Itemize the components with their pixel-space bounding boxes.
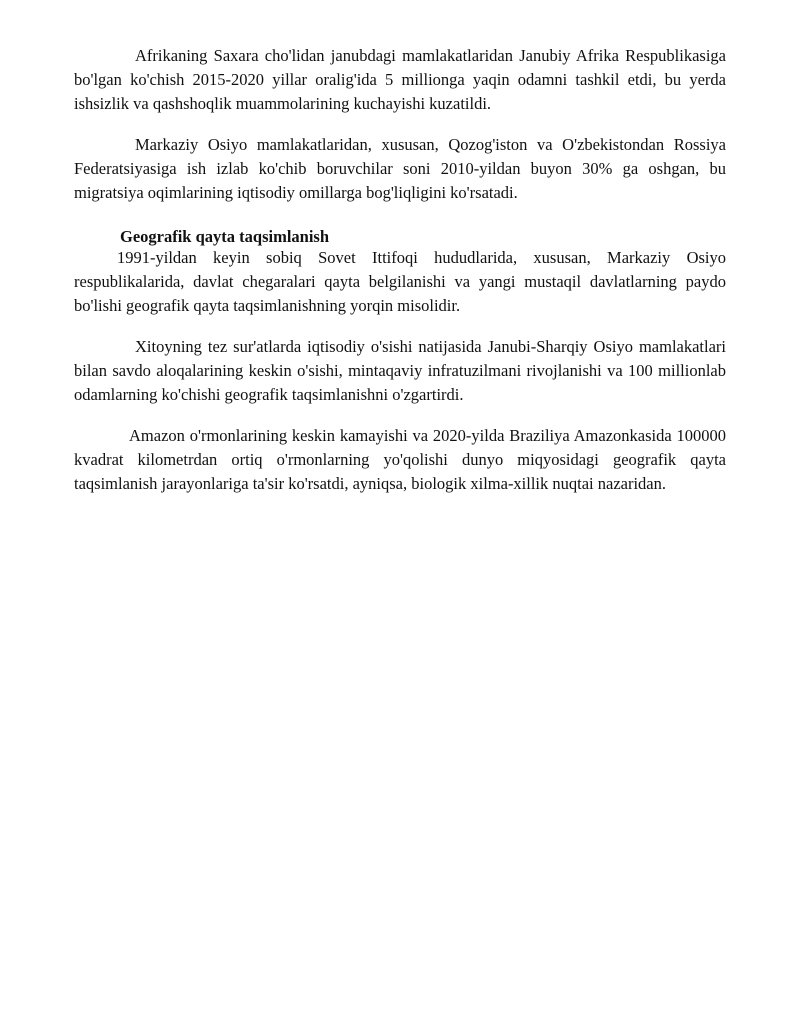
paragraph-africa-migration: Afrikaning Saxara cho'lidan janubdagi mamlakatlaridan Janubiy Afrika Respublikasiga bo'lgan ko'chish 2015-2020 yillar oralig'ida 5 millionga yaqin odamni tashkil etdi, bu yerda ishsizlik va qashshoqlik muammolarining kuchayishi kuzatildi. xyxy=(74,46,726,113)
section-heading: Geografik qayta taqsimlanish xyxy=(120,227,330,246)
paragraph-china-growth: Xitoyning tez sur'atlarda iqtisodiy o'sishi natijasida Janubi-Sharqiy Osiyo mamlakatlari bilan savdo aloqalarining keskin o'sishi, mintaqaviy infratuzilmani rivojlanishi va 100 millionlab odamlarning ko'chishi geografik taqsimlanishni o'zgartirdi. xyxy=(74,337,726,404)
paragraph-spacer xyxy=(74,116,726,133)
paragraph-amazon-deforestation: Amazon o'rmonlarining keskin kamayishi va 2020-yilda Braziliya Amazonkasida 100000 kvadrat kilometrdan ortiq o'rmonlarning yo'qolishi dunyo miqyosidagi geografik qayta taqsimlanish jarayonlariga ta'sir ko'rsatdi, ayniqsa, biologik xilma-xillik nuqtai nazaridan. xyxy=(74,426,726,493)
paragraph-soviet-borders: 1991-yildan keyin sobiq Sovet Ittifoqi hududlarida, xususan, Markaziy Osiyo respublikalarida, davlat chegaralari qayta belgilanishi va yangi mustaqil davlatlarning paydo bo'lishi geografik qayta taqsimlanishning yorqin misolidir. xyxy=(74,248,726,315)
document-page xyxy=(74,44,726,496)
paragraph-central-asia-migration: Markaziy Osiyo mamlakatlaridan, xususan, Qozog'iston va O'zbekistondan Rossiya Federatsiyasiga ish izlab ko'chib boruvchilar soni 2010-yildan buyon 30% ga oshgan, bu migratsiya oqimlarining iqtisodiy omillarga bog'liqligini ko'rsatadi. xyxy=(74,135,726,202)
paragraph-spacer xyxy=(74,318,726,335)
section-spacer xyxy=(74,205,726,227)
paragraph-spacer xyxy=(74,407,726,424)
